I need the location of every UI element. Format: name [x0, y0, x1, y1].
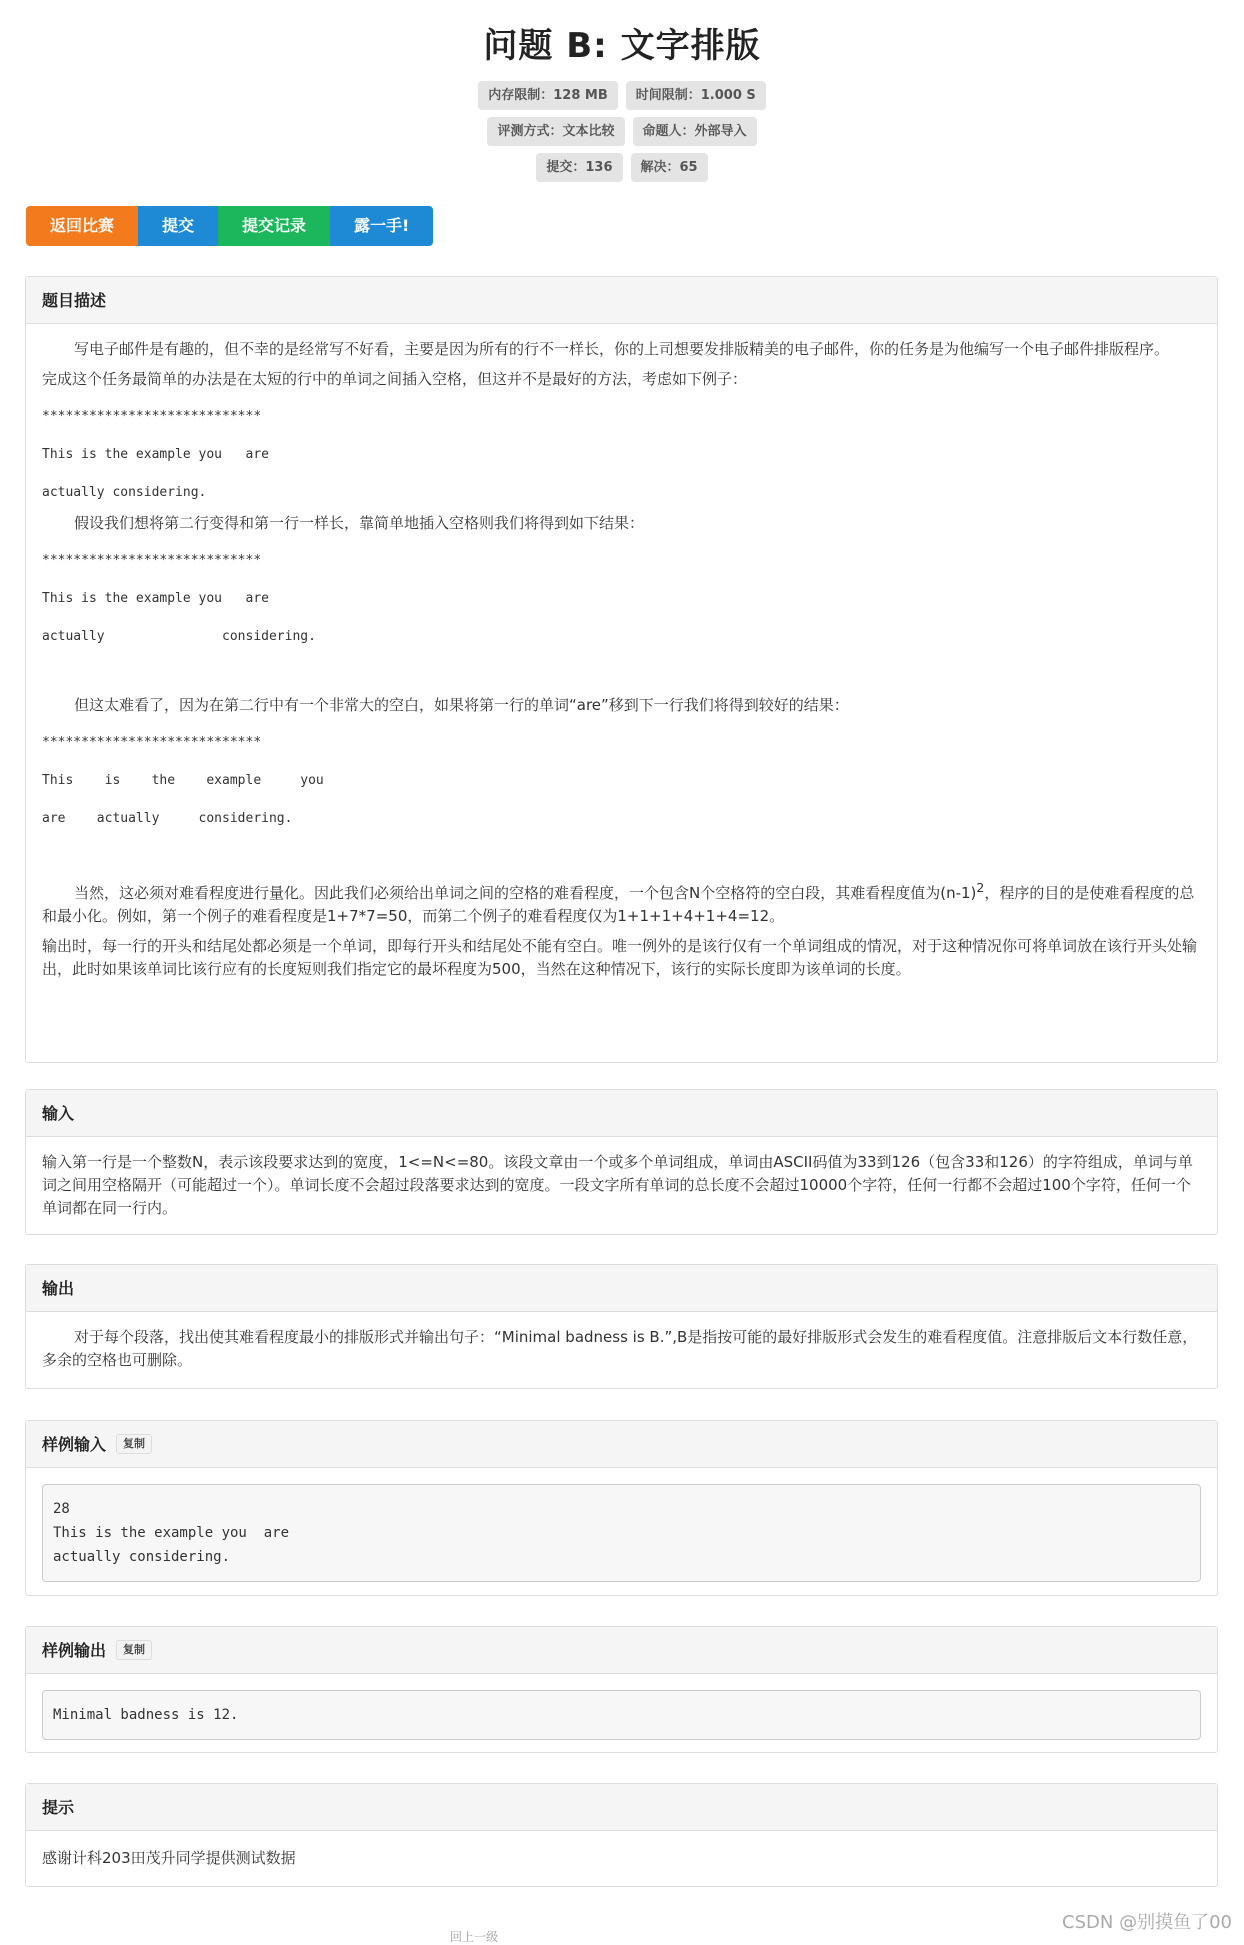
sample-input-header [26, 1421, 1217, 1468]
description-paragraph: 但这太难看了，因为在第二行中有一个非常大的空白，如果将第一行的单词“are”移到下一行我们将得到较好的结果： [74, 696, 849, 714]
time-limit-badge: 时间限制：1.000 S [626, 81, 766, 110]
description-paragraph [42, 876, 1201, 928]
output-body: 对于每个段落，找出使其难看程度最小的排版形式并输出句子：“Minimal badness is B.”,B是指按可能的最好排版形式会发生的难看程度值。注意排版后文本行数任意，多余的空格也可删除。 [42, 1328, 1198, 1369]
problem-header [0, 0, 1244, 182]
hint-body: 感谢计科203田茂升同学提供测试数据 [42, 1849, 296, 1867]
description-panel [25, 276, 1218, 1063]
sample-output-panel [25, 1626, 1218, 1753]
example-line: This is the example you are [42, 591, 269, 606]
output-heading: 输出 [26, 1265, 1217, 1312]
solved-count-badge: 解决：65 [631, 153, 708, 182]
author-badge: 命题人：外部导入 [633, 117, 757, 146]
sample-input-body [26, 1468, 1217, 1596]
copy-sample-input-button[interactable]: 复制 [116, 1434, 152, 1454]
description-paragraph: 完成这个任务最简单的办法是在太短的行中的单词之间插入空格，但这并不是最好的方法，考虑如下例子： [42, 370, 748, 388]
action-button-group [26, 206, 433, 246]
memory-limit-badge: 内存限制：128 MB [478, 81, 618, 110]
footer-link[interactable]: 回上一级 [450, 1930, 499, 1944]
example-line: actually considering. [42, 485, 207, 500]
output-panel [25, 1264, 1218, 1389]
page-title: 问题 B: 文字排版 [483, 26, 761, 66]
hint-panel [25, 1783, 1218, 1887]
badge-row-2 [0, 117, 1244, 146]
example-line: This is the example you are [42, 447, 269, 462]
formula-superscript: 2 [976, 880, 985, 895]
description-paragraph: 写电子邮件是有趣的，但不幸的是经常写不好看，主要是因为所有的行不一样长，你的上司想要发排版精美的电子邮件，你的任务是为他编写一个电子邮件排版程序。 [74, 340, 1170, 358]
judge-method-badge: 评测方式：文本比较 [487, 117, 624, 146]
input-heading: 输入 [26, 1090, 1217, 1137]
back-to-contest-button[interactable]: 返回比赛 [26, 206, 138, 246]
formula-text-cont: ，程序的目的是使难看程度的总和最小化。例如，第一个例子的难看程度是1+7*7=50，而第二个例子的难看程度仅为1+1+1+4+1+4=12。 [42, 884, 1195, 925]
sample-output-header [26, 1627, 1217, 1674]
description-heading: 题目描述 [26, 277, 1217, 324]
description-paragraph: 假设我们想将第二行变得和第一行一样长，靠简单地插入空格则我们将得到如下结果： [74, 514, 645, 532]
sample-output-body [26, 1674, 1217, 1754]
show-off-button[interactable]: 露一手! [330, 206, 433, 246]
badge-row-1 [0, 81, 1244, 110]
example-stars: **************************** [42, 553, 262, 568]
badge-row-3 [0, 153, 1244, 182]
formula-text: 当然，这必须对难看程度进行量化。因此我们必须给出单词之间的空格的难看程度，一个包含N个空格符的空白段，其难看程度值为(n-1) [74, 884, 977, 902]
hint-heading: 提示 [26, 1784, 1217, 1831]
example-line: actually considering. [42, 629, 316, 644]
example-line: are actually considering. [42, 811, 293, 826]
sample-input-panel [25, 1420, 1218, 1596]
example-stars: **************************** [42, 409, 262, 424]
sample-input-code[interactable]: 28 This is the example you are actually considering. [42, 1484, 1201, 1582]
submit-button[interactable]: 提交 [138, 206, 218, 246]
csdn-watermark: CSDN @别摸鱼了00 [1062, 1912, 1232, 1933]
description-body [26, 324, 1217, 1002]
submit-count-badge: 提交：136 [536, 153, 622, 182]
copy-sample-output-button[interactable]: 复制 [116, 1640, 152, 1660]
description-paragraph: 输出时，每一行的开头和结尾处都必须是一个单词，即每行开头和结尾处不能有空白。唯一例外的是该行仅有一个单词组成的情况，对于这种情况你可将单词放在该行开头处输出，此时如果该单词比该行应有的长度短则我们指定它的最坏程度为500，当然在这种情况下，该行的实际长度即为该单词的长度。 [42, 937, 1198, 978]
sample-output-code[interactable]: Minimal badness is 12. [42, 1690, 1201, 1740]
submission-records-button[interactable]: 提交记录 [218, 206, 330, 246]
example-stars: **************************** [42, 735, 262, 750]
example-line: This is the example you [42, 773, 324, 788]
input-body: 输入第一行是一个整数N，表示该段要求达到的宽度，1<=N<=80。该段文章由一个或多个单词组成，单词由ASCII码值为33到126（包含33和126）的字符组成，单词与单词之间用空格隔开（可能超过一个）。单词长度不会超过段落要求达到的宽度。一段文字所有单词的总长度不会超过10000个字符，任何一行都不会超过100个字符，任何一个单词都在同一行内。 [42, 1153, 1193, 1217]
input-panel [25, 1089, 1218, 1235]
sample-output-heading: 样例输出 [42, 1640, 107, 1660]
sample-input-heading: 样例输入 [42, 1434, 107, 1454]
